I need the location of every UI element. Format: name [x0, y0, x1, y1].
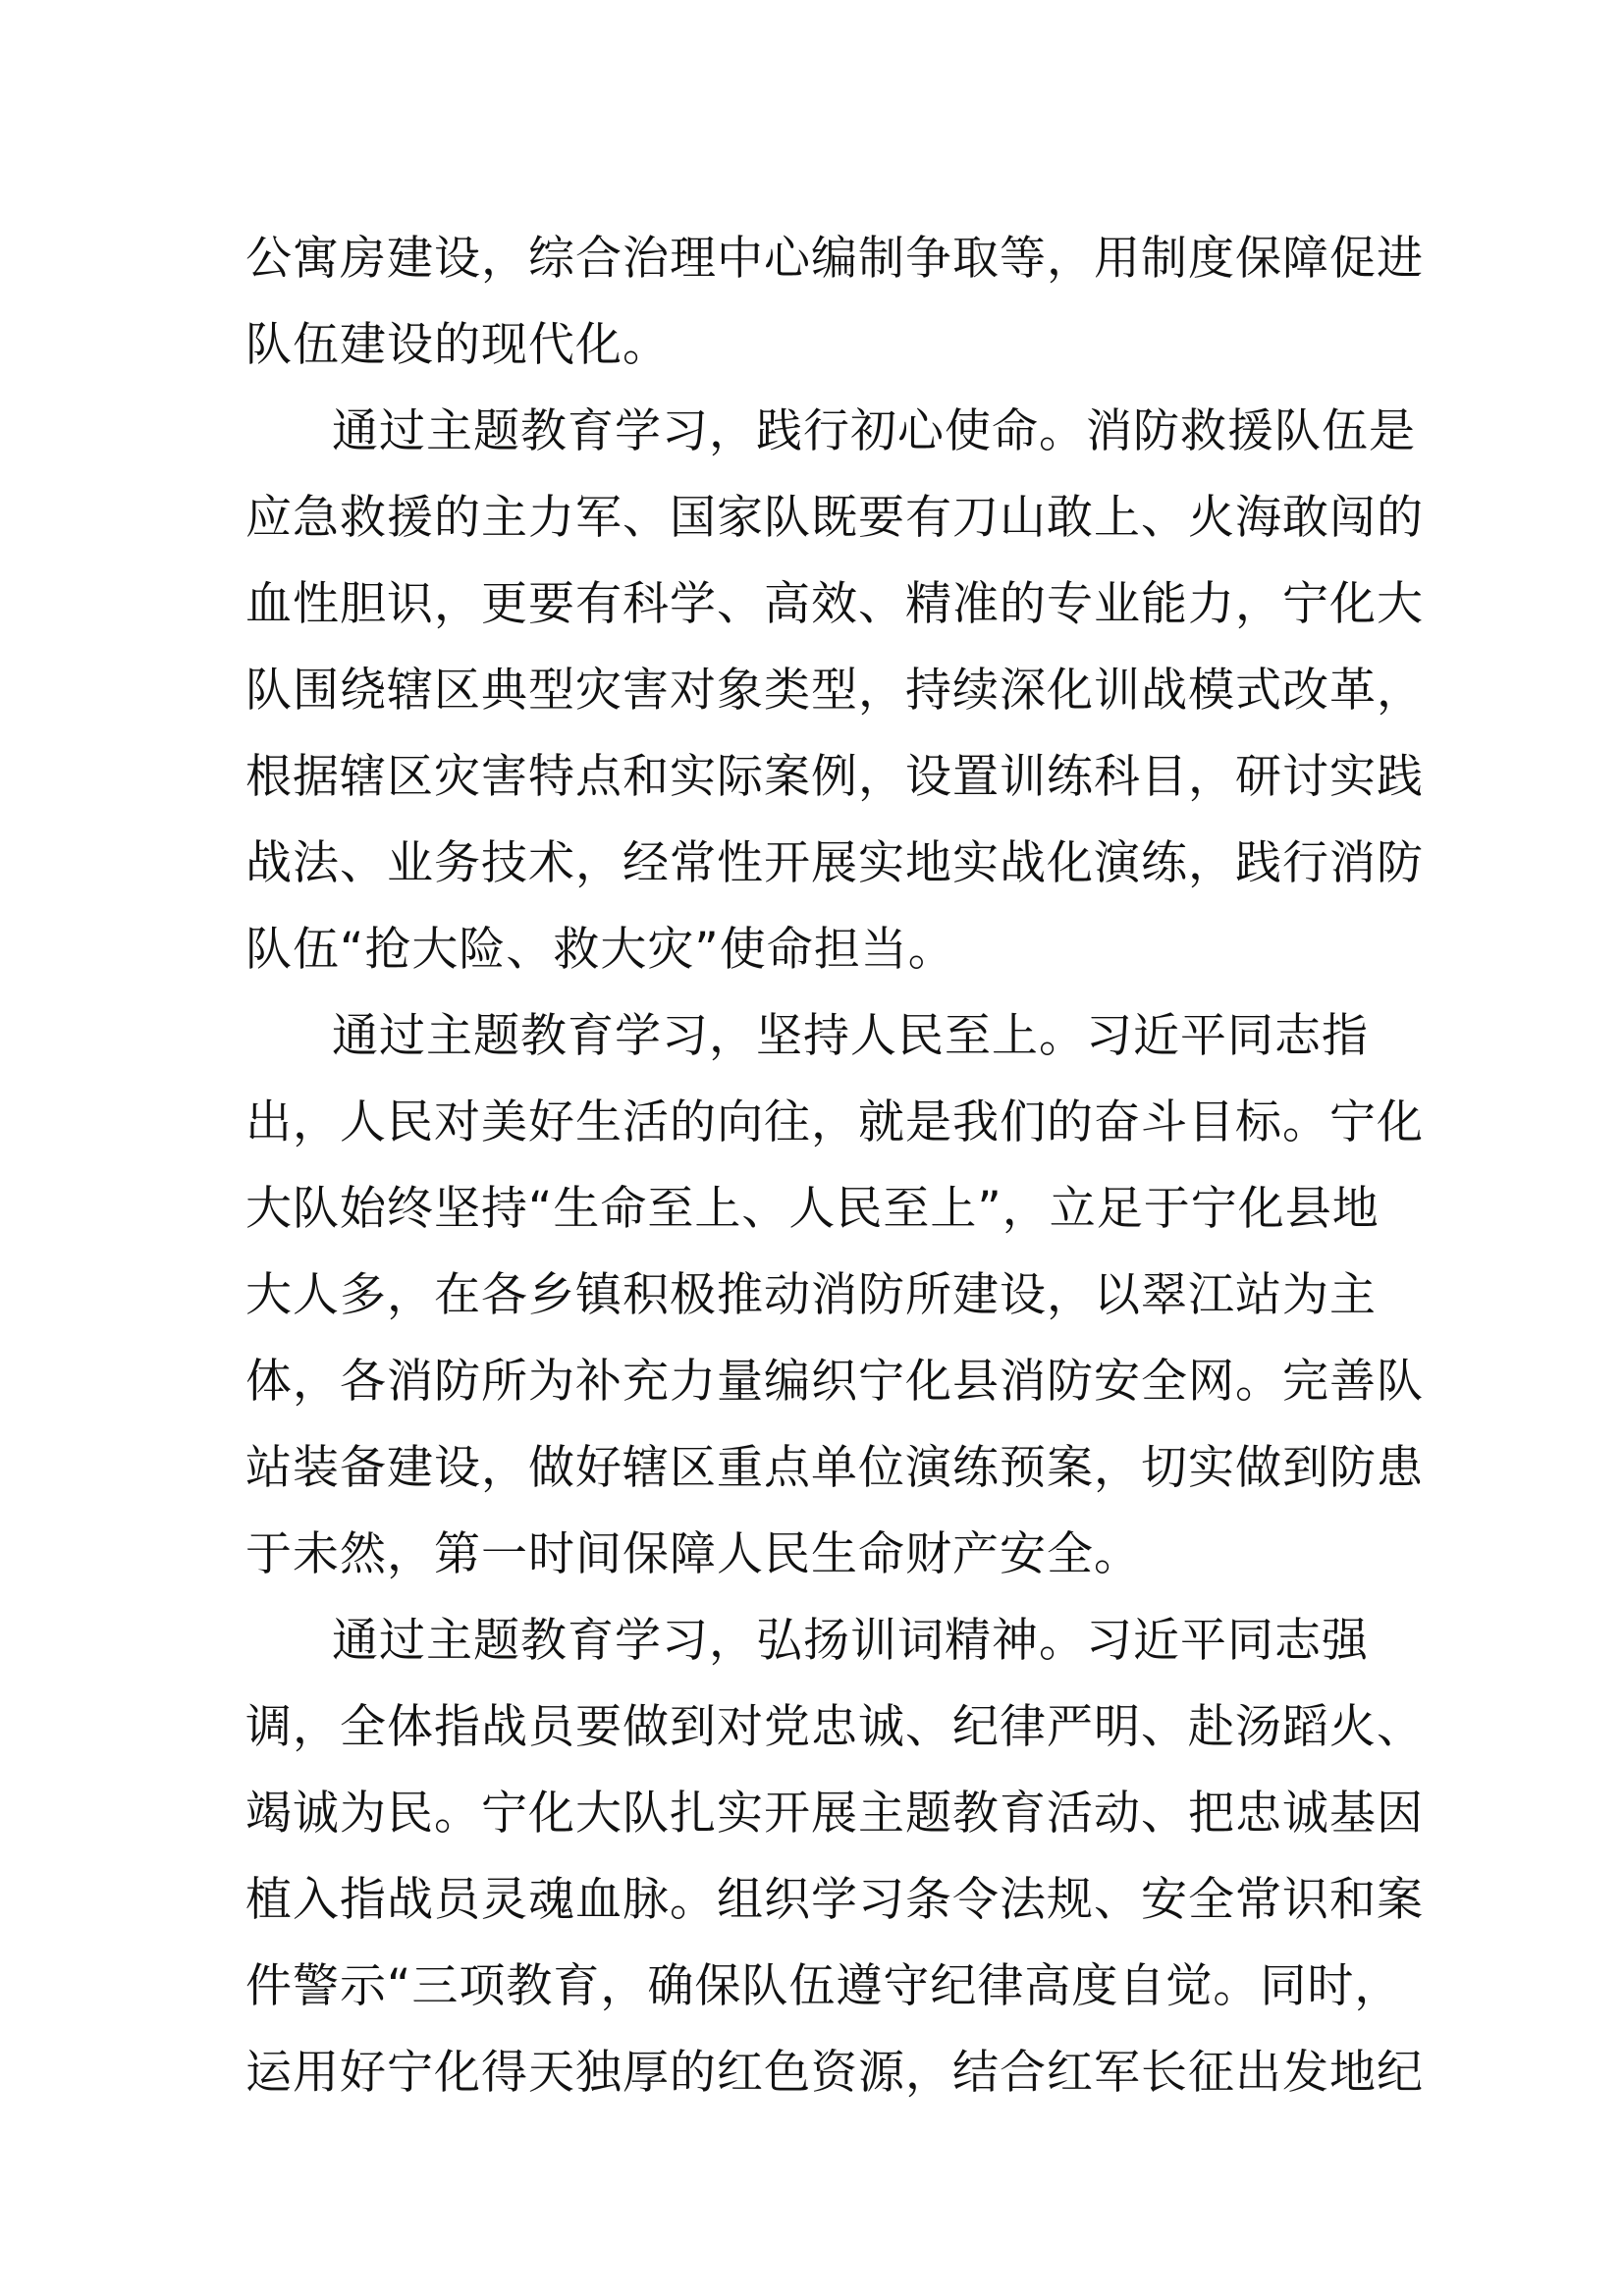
text-line: 于未然，第一时间保障人民生命财产安全。 — [245, 1527, 1141, 1581]
text-line: 件警示“三项教育，确保队伍遵守纪律高度自觉。同时， — [245, 1959, 1402, 2013]
paragraph-first-line: 通过主题教育学习，践行初心使命。消防救援队伍是 — [332, 404, 1416, 458]
text-line: 大人多，在各乡镇积极推动消防所建设，以翠江站为主 — [245, 1268, 1377, 1322]
text-line: 战法、业务技术，经常性开展实地实战化演练，践行消防 — [245, 836, 1424, 890]
text-line: 植入指战员灵魂血脉。组织学习条令法规、安全常识和案 — [245, 1873, 1424, 1927]
text-line: 体，各消防所为补充力量编织宁化县消防安全网。完善队 — [245, 1355, 1424, 1409]
text-line: 队伍建设的现代化。 — [245, 318, 670, 372]
text-line: 队围绕辖区典型灾害对象类型，持续深化训战模式改革， — [245, 664, 1424, 718]
text-line: 大队始终坚持“生命至上、人民至上”，立足于宁化县地 — [245, 1182, 1380, 1236]
text-line: 调，全体指战员要做到对党忠诚、纪律严明、赴汤蹈火、 — [245, 1700, 1424, 1754]
paragraph-first-line: 通过主题教育学习，坚持人民至上。习近平同志指 — [332, 1009, 1369, 1063]
text-line: 应急救援的主力军、国家队既要有刀山敢上、火海敢闯的 — [245, 491, 1424, 545]
text-line: 竭诚为民。宁化大队扎实开展主题教育活动、把忠诚基因 — [245, 1787, 1424, 1841]
text-line: 根据辖区灾害特点和实际案例，设置训练科目，研讨实践 — [245, 750, 1424, 804]
text-line: 队伍“抢大险、救大灾”使命担当。 — [245, 923, 955, 977]
paragraph-first-line: 通过主题教育学习，弘扬训词精神。习近平同志强 — [332, 1614, 1369, 1668]
text-line: 站装备建设，做好辖区重点单位演练预案，切实做到防患 — [245, 1441, 1424, 1495]
text-line: 出，人民对美好生活的向往，就是我们的奋斗目标。宁化 — [245, 1095, 1424, 1149]
text-line: 血性胆识，更要有科学、高效、精准的专业能力，宁化大 — [245, 577, 1424, 631]
text-line: 运用好宁化得天独厚的红色资源，结合红军长征出发地纪 — [245, 2046, 1424, 2100]
text-line: 公寓房建设，综合治理中心编制争取等，用制度保障促进 — [245, 232, 1424, 286]
